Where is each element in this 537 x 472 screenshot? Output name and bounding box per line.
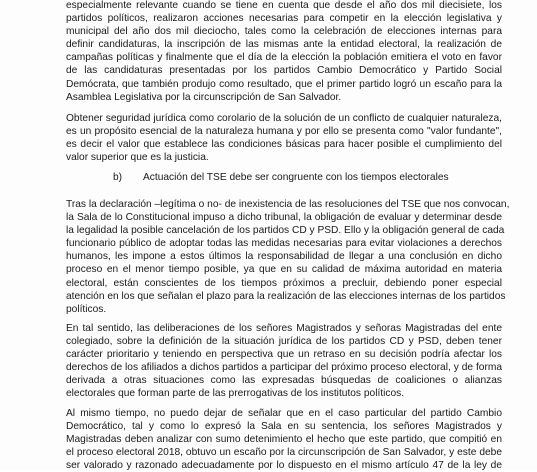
paragraph-tse-obligation xyxy=(66,198,510,316)
text-line: En tal sentido, las deliberaciones de los señores Magistrados y señoras Magistradas del ente xyxy=(66,323,502,334)
text-line: el proceso electoral 2018, obtuvo un escaño por la circunscripción de San Salvador, y este debe xyxy=(66,447,502,459)
text-line: derivada a otras situaciones como las expresadas búsquedas de coaliciones o alianzas xyxy=(66,375,502,387)
text-line: es un propósito esencial de la naturaleza humana y por ello se presenta como "valor fundante", xyxy=(66,126,502,138)
text-line: proceso en el menor tiempo posible, ya que en su calidad de máxima autoridad en materia xyxy=(66,264,502,276)
text-line: partidos políticos, realizaron acciones necesarias para competir en la elección legislativa y xyxy=(66,13,502,25)
text-line: Magistradas deben analizar con sumo detenimiento el hecho que este partido, que compitió en xyxy=(66,434,502,446)
text-line: Democrático, tal y como lo expresó la Sala en su sentencia, los señores Magistrados y xyxy=(66,421,502,433)
section-marker: b) xyxy=(113,172,123,183)
text-line: la legalidad la posible cancelación de los partidos CD y PSD. Ello y la obligación general de cada xyxy=(66,225,505,237)
text-line: funcionario público de adoptar todas las medidas necesarias para evitar violaciones a derechos xyxy=(66,238,502,250)
text-line: electorales que forman parte de las prerrogativas de los institutos políticos. xyxy=(66,388,405,400)
text-line: municipal del año dos mil dieciocho, tales como la celebración de elecciones internas para xyxy=(66,26,502,38)
text-line: carácter prioritario y teniendo en perspectiva que un retraso en su decisión podría afectar los xyxy=(66,349,502,361)
section-heading-text: Actuación del TSE debe ser congruente con los tiempos electorales xyxy=(143,172,449,183)
text-line: Obtener seguridad jurídica como corolario de la solución de un conflicto de cualquier naturaleza, xyxy=(66,113,502,124)
paragraph-cambio-democratico xyxy=(66,407,502,472)
paragraph-legal-certainty xyxy=(66,112,502,164)
text-line: campañas políticas y finalmente que el día de la elección la población emitiera el voto en favor xyxy=(66,52,502,64)
text-line: políticos. xyxy=(66,303,107,315)
text-line: de las candidaturas presentadas por los partidos Cambio Democrático y Partido Social xyxy=(66,65,502,77)
section-heading xyxy=(113,171,449,184)
text-line: Al mismo tiempo, no puedo dejar de señalar que en el caso particular del partido Cambio xyxy=(66,408,502,419)
text-line: humanos, les impone a estos últimos la responsabilidad de llegar a una conclusión en dicho xyxy=(66,251,502,263)
text-line: la Sala de lo Constitucional impuso a dicho tribunal, la obligación de evaluar y determinar desde xyxy=(66,212,502,224)
text-line: especialmente relevante cuando se tiene en cuenta que desde el año dos mil diecisiete, los xyxy=(66,0,502,11)
text-line: Demócrata, que también produjo como resultado, que el primer partido logró un escaño para la xyxy=(66,78,502,90)
text-line: Asamblea Legislativa por la circunscripción de San Salvador. xyxy=(66,91,342,103)
text-line: es decir el valor que establece las condiciones básicas para hacer posible el cumplimiento del xyxy=(66,139,502,151)
text-line: ser valorado y razonado adecuadamente por lo dispuesto en el mismo artículo 47 de la ley de xyxy=(66,460,502,472)
text-line: colegiado, sobre la definición de la situación jurídica de los partidos CD y PSD, deben tener xyxy=(66,336,502,348)
text-line: derechos de los afiliados a dichos partidos a participar del próximo proceso electoral, y de forma xyxy=(66,362,502,374)
text-line: definir candidaturas, la inscripción de las mismas ante la entidad electoral, la realización de xyxy=(66,39,502,51)
text-line: electoral, están conscientes de los tiempos próximos a precluir, debiendo poner especial xyxy=(66,277,502,289)
paragraph-electoral-context xyxy=(66,0,502,104)
text-line: atención en los que señalan el plazo para la realización de las elecciones internas de los partidos xyxy=(66,290,506,302)
paragraph-deliberations xyxy=(66,322,502,401)
text-line: valor superior que es la justicia. xyxy=(66,152,209,164)
text-line: Tras la declaración –legítima o no- de inexistencia de las resoluciones del TSE que nos convocan, xyxy=(66,199,510,210)
